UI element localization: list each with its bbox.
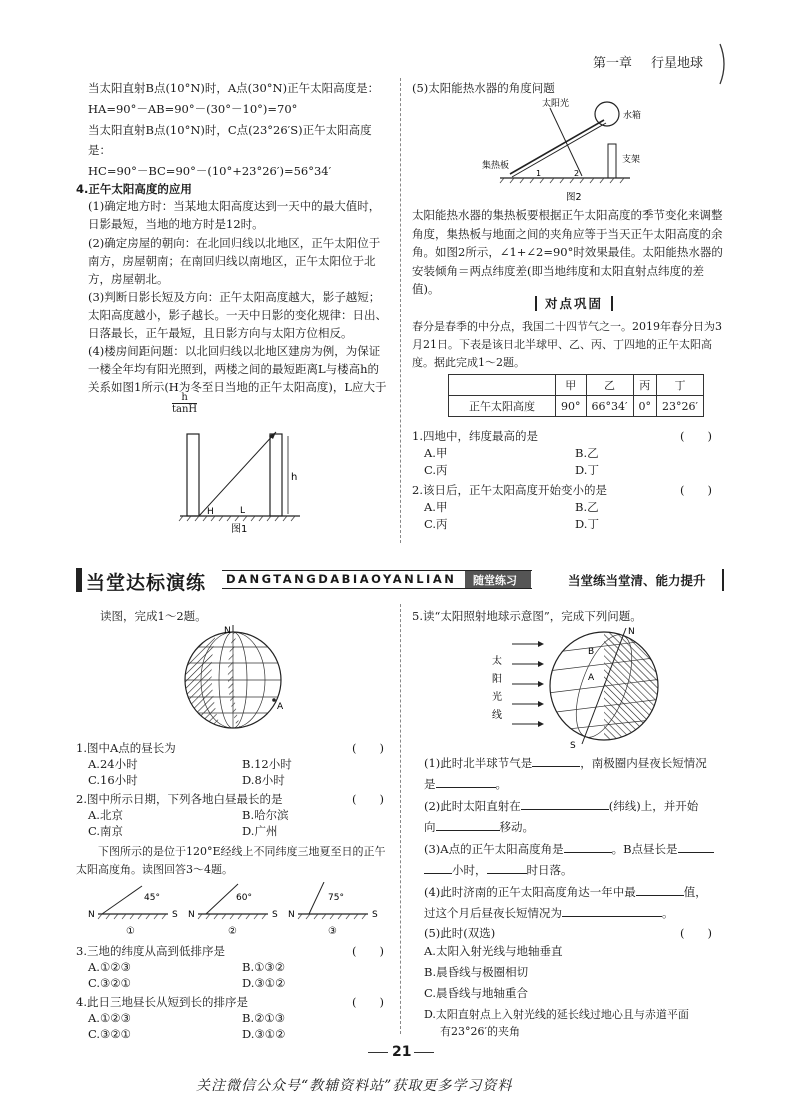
angle-diagram-1: [88, 886, 178, 937]
label-n: N: [88, 910, 95, 920]
blank-input[interactable]: [636, 883, 684, 896]
answer-bracket[interactable]: ( ): [352, 792, 384, 806]
banner-tag: 随堂练习: [473, 574, 517, 587]
q5-solar-title: (5)太阳能热水器的角度问题: [412, 81, 555, 95]
bl-question-2: 2.图中所示日期，下列各地白昼最长的是: [76, 792, 283, 806]
blank-input[interactable]: [562, 904, 662, 917]
bl-intro-2: 下图所示的是位于120°E经线上不同纬度三地夏至日的正午太阳高度角。读图回答3～4题。: [76, 845, 386, 876]
section-4-heading: 4.正午太阳高度的应用: [76, 182, 192, 196]
label-n: N: [188, 910, 195, 920]
sub-q3: (3)A点的正午太阳高度角是 。B点昼长是: [424, 840, 714, 857]
sunlight-char: 太: [492, 656, 502, 667]
answer-bracket[interactable]: ( ): [352, 995, 384, 1009]
option[interactable]: C.③②①: [88, 976, 131, 990]
option[interactable]: D.③①②: [242, 976, 286, 990]
sub-q5: (5)此时(双选): [424, 926, 496, 940]
label-n: N: [288, 910, 295, 920]
panel-line: [510, 120, 604, 174]
altitude-table: [448, 374, 704, 417]
sub-q4: (4)此时济南的正午太阳高度角达一年中最 值，: [424, 885, 707, 899]
sun-arrows: [512, 644, 540, 724]
sub-q2-cont: 向 移动。: [424, 820, 534, 834]
label-tank: 水箱: [623, 111, 642, 121]
label-a: A: [588, 673, 595, 683]
option[interactable]: A.甲: [424, 500, 448, 514]
chapter-title: 行星地球: [651, 56, 704, 71]
table-cell: 正午太阳高度: [449, 396, 556, 417]
fraction: [172, 392, 197, 415]
app-2: (2)确定房屋的朝向：在北回归线以北地区，正午太阳位于南方，房屋朝南；在南回归线以南地区，正午太阳位于北方，房屋朝北。: [88, 236, 381, 286]
table-row: [449, 396, 704, 417]
option[interactable]: D.广州: [242, 824, 278, 838]
question-1-top: 1.四地中，纬度最高的是: [412, 429, 538, 443]
option[interactable]: B.①③②: [242, 960, 286, 974]
banner-title: 当堂达标演练: [86, 572, 207, 594]
point-a: [272, 698, 276, 702]
ground-hatch: [179, 516, 295, 521]
answer-bracket[interactable]: ( ): [680, 429, 712, 443]
para-b-c: 当太阳直射B点(10°N)时，C点(23°26′S)正午太阳高度: [88, 123, 372, 137]
option[interactable]: A.①②③: [88, 960, 131, 974]
globe-label-a: A: [277, 702, 284, 712]
table-cell: 0°: [633, 396, 657, 417]
option[interactable]: A.太阳入射光线与地轴垂直: [424, 944, 563, 958]
table-cell: 90°: [556, 396, 587, 417]
column-divider-bottom: [400, 604, 402, 1034]
option[interactable]: B.晨昏线与极圈相切: [424, 965, 529, 979]
para-b-a: 当太阳直射B点(10°N)时，A点(30°N)正午太阳高度是：: [88, 81, 380, 95]
figure-1-caption: 图1: [231, 524, 248, 535]
option[interactable]: C.丙: [424, 517, 448, 531]
label-h: h: [291, 472, 298, 483]
label-s: S: [272, 910, 278, 920]
label-angle-1: 1: [536, 169, 542, 178]
sun-ray: [199, 432, 276, 516]
para-b-c-end: 是：: [88, 143, 111, 157]
angle-label: 60°: [236, 893, 252, 903]
table-header-row: [449, 375, 704, 396]
option[interactable]: B.哈尔滨: [242, 808, 289, 822]
blank-input[interactable]: [532, 754, 580, 767]
banner-slogan: 当堂练当堂清、能力提升: [568, 573, 706, 588]
figure-2-caption: 图2: [566, 192, 582, 203]
option[interactable]: D.8小时: [242, 773, 285, 787]
table-header-cell: [449, 375, 556, 396]
option[interactable]: A.甲: [424, 446, 448, 460]
option[interactable]: A.24小时: [88, 757, 138, 771]
blank-input[interactable]: [436, 818, 500, 831]
app-4: (4)楼房间距问题：以北回归线以北地区建房为例，为保证一楼全年均有阳光照到，两楼之间的最短距离L与楼高h的关系如图1所示(H为冬至日当地的正午太阳高度)，L应大于: [88, 344, 387, 394]
sub-q2: (2)此时太阳直射在 (纬线)上，并开始: [424, 799, 699, 813]
option[interactable]: C.丙: [424, 463, 448, 477]
label-H: H: [207, 507, 214, 517]
answer-bracket[interactable]: ( ): [352, 944, 384, 958]
bl-question-1: 1.图中A点的昼长为: [76, 741, 176, 755]
option[interactable]: B.②①③: [242, 1011, 286, 1025]
globe-label-n: N: [224, 626, 231, 636]
question-2-top: 2.该日后，正午太阳高度开始变小的是: [412, 483, 607, 497]
label-s: S: [372, 910, 378, 920]
app-1: (1)确定地方时：当某地太阳高度达到一天中的最大值时，日影最短，当地的地方时是12时。: [88, 199, 381, 231]
option[interactable]: B.乙: [575, 500, 599, 514]
globe-figure: [178, 625, 298, 735]
angle-diagram-2: [188, 884, 278, 937]
answer-bracket[interactable]: ( ): [352, 741, 384, 755]
label-panel: 集热板: [482, 161, 510, 171]
footer-note: 关注微信公众号“教辅资料站”获取更多学习资料: [196, 1078, 513, 1094]
option[interactable]: C.③②①: [88, 1027, 131, 1041]
sunlight-ray: [550, 108, 582, 176]
building-right: [270, 434, 282, 516]
label-s: S: [172, 910, 178, 920]
sunlight-char: 光: [492, 692, 502, 703]
sunlight-char: 阳: [492, 674, 502, 685]
option[interactable]: C.16小时: [88, 773, 138, 787]
stand: [608, 144, 616, 178]
ground-2-hatch: [500, 178, 624, 183]
table-cell: 23°26′: [657, 396, 704, 417]
label-b: B: [588, 647, 595, 657]
table-header-cell: 甲: [556, 375, 587, 396]
angle-diagram-3: [288, 882, 378, 937]
section-banner: [76, 566, 726, 596]
sub-q1-cont: 是 。: [424, 777, 507, 791]
panel-line-2: [512, 123, 606, 177]
angle-label: 75°: [328, 893, 344, 903]
figure-2: [480, 96, 670, 206]
table-cell: 66°34′: [586, 396, 633, 417]
page-number: 21: [392, 1044, 412, 1060]
solar-description: 太阳能热水器的集热板要根据正午太阳高度的季节变化来调整角度，集热板与地面之间的夹角应等于当天正午太阳高度的余角。如图2所示，∠1+∠2=90°时效果最佳。太阳能热水器的安装倾角＝两点纬度差(即当地纬度和太阳直射点纬度的差值)。: [412, 208, 723, 296]
option[interactable]: D.丁: [575, 517, 599, 531]
label-stand: 支架: [622, 155, 641, 165]
bottom-intro: 读图，完成1～2题。: [100, 609, 207, 623]
blank-input[interactable]: [436, 775, 496, 788]
figure-1: [175, 418, 305, 536]
night-hemisphere: [604, 624, 680, 748]
angle-diagrams: [84, 882, 384, 940]
fraction-denominator: tanH: [172, 404, 198, 415]
label-sunlight: 太阳光: [542, 99, 570, 109]
label-angle-2: 2: [574, 169, 580, 178]
option[interactable]: C.南京: [88, 824, 124, 838]
blank-input[interactable]: [487, 861, 527, 874]
bl-question-4: 4.此日三地昼长从短到长的排序是: [76, 995, 248, 1009]
diagram-number: ①: [126, 926, 135, 937]
building-left: [187, 434, 199, 516]
formula-hc: HC=90°－BC=90°－(10°+23°26′)=56°34′: [88, 164, 332, 178]
option[interactable]: D.太阳直射点上入射光线的延长线过地心且与赤道平面: [424, 1008, 689, 1021]
header-bracket: [716, 42, 730, 86]
option[interactable]: A.①②③: [88, 1011, 131, 1025]
diagram-number: ③: [328, 926, 337, 937]
answer-bracket[interactable]: ( ): [680, 926, 712, 940]
label-s: S: [570, 741, 576, 748]
option[interactable]: B.12小时: [242, 757, 292, 771]
option[interactable]: B.乙: [575, 446, 599, 460]
blank-input[interactable]: [564, 840, 612, 853]
br-question-5: 5.读“太阳照射地球示意图”，完成下列问题。: [412, 609, 642, 623]
consolidate-heading: [535, 296, 613, 312]
table-header-cell: 乙: [586, 375, 633, 396]
option[interactable]: D.丁: [575, 463, 599, 477]
banner-pinyin: DANGTANGDABIAOYANLIAN: [226, 572, 457, 586]
blank-input[interactable]: [521, 797, 609, 810]
sunlight-char: 线: [492, 710, 502, 721]
earth-illumination-figure: [480, 624, 680, 748]
spring-intro: 春分是春季的中分点，我国二十四节气之一。2019年春分日为3月21日。下表是该日北半球甲、乙、丙、丁四地的正午太阳高度。据此完成1～2题。: [412, 320, 722, 369]
chapter-label: 第一章: [593, 56, 633, 71]
blank-input[interactable]: [678, 840, 714, 853]
label-L: L: [240, 506, 246, 516]
option[interactable]: C.晨昏线与地轴重合: [424, 986, 529, 1000]
option-cont: 有23°26′的夹角: [440, 1025, 520, 1038]
column-divider: [400, 78, 402, 543]
formula-ha: HA=90°－AB=90°－(30°－10°)=70°: [88, 102, 298, 116]
angle-label: 45°: [144, 893, 160, 903]
app-3: (3)判断日影长短及方向：正午太阳高度越大，影子越短；太阳高度越小，影子越长。一天中日影的变化规律：日出、日落最长，正午最短，且日影方向与太阳方位相反。: [88, 290, 387, 340]
diagram-number: ②: [228, 926, 237, 937]
consolidate-text: 对点巩固: [545, 296, 604, 311]
answer-bracket[interactable]: ( ): [680, 483, 712, 497]
blank-input[interactable]: [424, 861, 452, 874]
bl-question-3: 3.三地的纬度从高到低排序是: [76, 944, 225, 958]
fraction-numerator: h: [172, 392, 197, 404]
sub-q3-cont: 小时， 时日落。: [424, 861, 573, 878]
option[interactable]: D.③①②: [242, 1027, 286, 1041]
table-header-cell: 丁: [657, 375, 704, 396]
sub-q4-cont: 过这个月后昼夜长短情况为 。: [424, 906, 674, 920]
option[interactable]: A.北京: [88, 808, 123, 822]
label-n: N: [628, 627, 635, 637]
sub-q1: (1)此时北半球节气是 ，南极圈内昼夜长短情况: [424, 756, 707, 770]
table-header-cell: 丙: [633, 375, 657, 396]
